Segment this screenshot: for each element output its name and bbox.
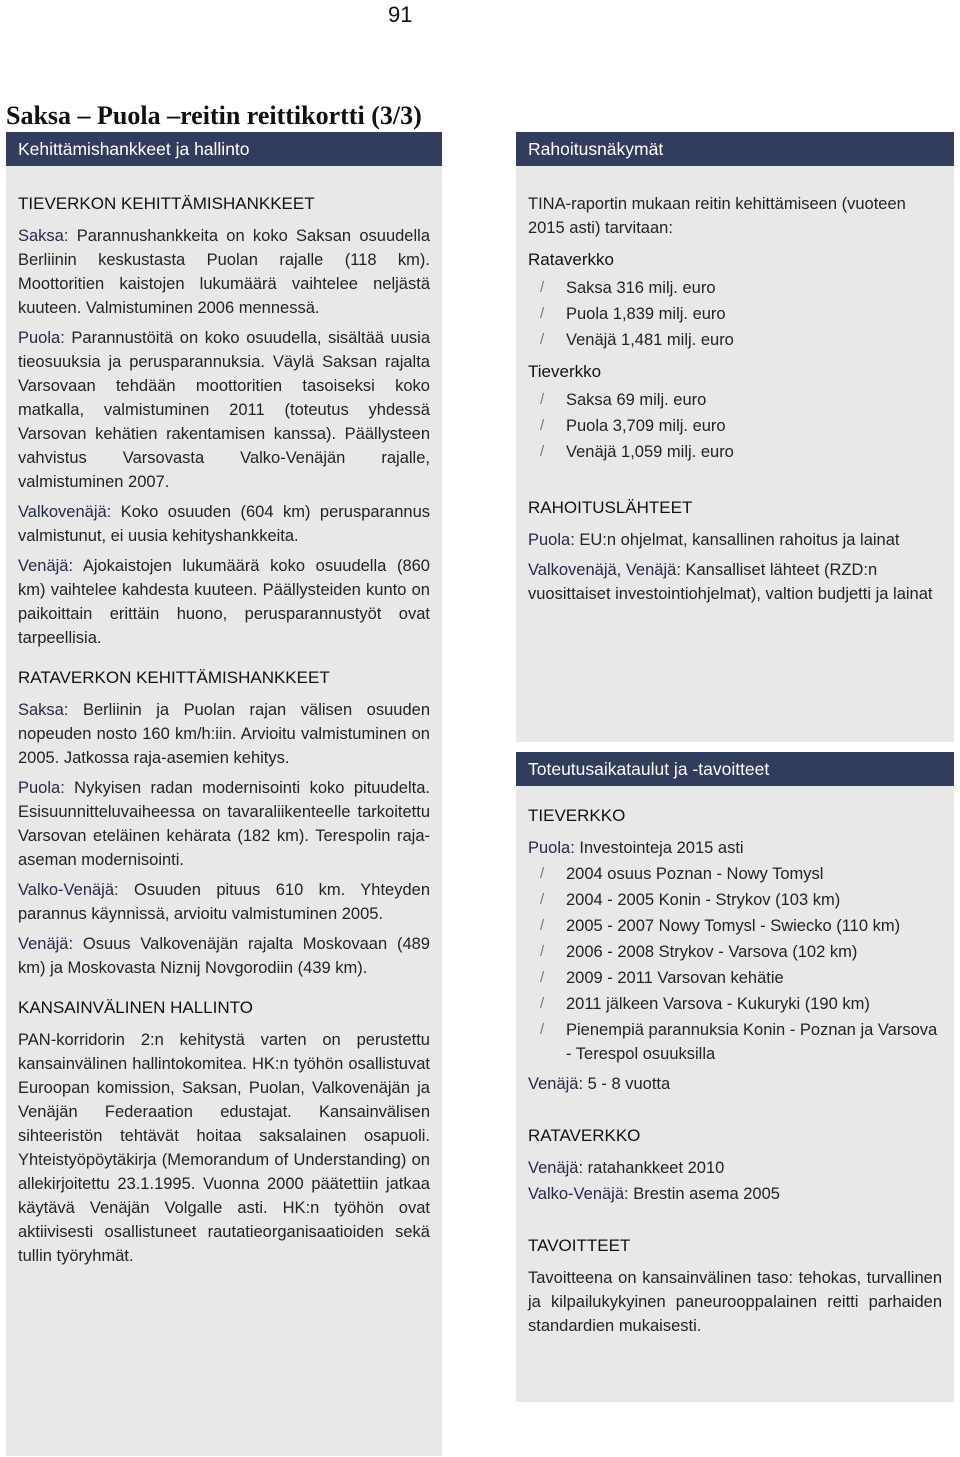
bullet-slash-icon: / [540,305,545,322]
bullet-slash-icon: / [540,943,545,960]
schedule-rail-belarus [528,1182,942,1206]
bullet-slash-icon: / [540,917,545,934]
schedule-rail-belarus-label: Valko-Venäjä: [528,1185,629,1203]
rail-belarus-label: Valko-Venäjä: [18,881,119,899]
schedule-item-text: 2006 - 2008 Strykov - Varsova (102 km) [566,943,858,961]
road-belarus-text: Koko osuuden (604 km) perusparannus valmistunut, ei uusia kehityshankkeita. [18,503,430,545]
road-russia-label: Venäjä: [18,557,74,575]
schedule-poland-label: Puola [528,839,571,857]
financing-panel-body [516,166,954,606]
financing-road-list [528,388,942,464]
list-item [528,992,942,1016]
rail-belarus-text: Osuuden pituus 610 km. Yhteyden parannus käynnissä, arvioitu valmistuminen 2005. [18,881,430,923]
bullet-slash-icon: / [540,891,545,908]
schedule-item-text: 2004 osuus Poznan - Nowy Tomysl [566,865,824,883]
list-item [528,940,942,964]
development-panel-header: Kehittämishankkeet ja hallinto [6,132,442,166]
financing-rail-title: Rataverkko [528,250,614,269]
schedule-russia-text: : 5 - 8 vuotta [578,1075,671,1093]
source-poland-paragraph [528,528,942,552]
source-poland-label: Puola [528,531,571,549]
schedule-item-text: 2011 jälkeen Varsova - Kukuryki (190 km) [566,995,870,1013]
road-belarus-paragraph [18,500,430,548]
financing-road-title: Tieverkko [528,362,602,381]
source-belarus-russia-label: Valkovenäjä, Venäjä [528,561,677,579]
rail-germany-paragraph [18,698,430,770]
schedule-list [528,862,942,1066]
bullet-slash-icon: / [540,391,545,408]
page-title: Saksa – Puola –reitin reittikortti (3/3) [6,101,422,130]
list-item [528,276,942,300]
schedule-panel-body [516,786,954,1338]
list-item [528,862,942,886]
road-item-text: Saksa 69 milj. euro [566,391,707,409]
international-management-paragraph [18,1028,430,1268]
road-poland-paragraph [18,326,430,494]
road-germany-text: Parannushankkeita on koko Saksan osuudella Berliinin keskustasta Puolan rajalle (118 km). Moottoritien kaistojen lukumäärä vaihtelee neljästä kuuteen. Valmistuminen 2006 mennessä. [18,227,430,317]
rail-russia-label: Venäjä: [18,935,74,953]
schedule-rail-russia-text: ratahankkeet 2010 [583,1159,725,1177]
list-item [528,440,942,464]
rail-germany-label: Saksa: [18,701,69,719]
page-number: 91 [388,2,413,27]
financing-panel-header: Rahoitusnäkymät [516,132,954,166]
rail-poland-label: Puola: [18,779,65,797]
bullet-slash-icon: / [540,865,545,882]
rail-projects-title: RATAVERKON KEHITTÄMISHANKKEET [18,668,330,687]
rail-item-text: Venäjä 1,481 milj. euro [566,331,734,349]
schedule-item-text: 2004 - 2005 Konin - Strykov (103 km) [566,891,841,909]
rail-russia-text: Osuus Valkovenäjän rajalta Moskovaan (489 km) ja Moskovasta Niznij Novgorodiin (439 km). [18,935,430,977]
rail-belarus-paragraph [18,878,430,926]
goals-text: Tavoitteena on kansainvälinen taso: tehokas, turvallinen ja kilpailukykyinen paneurooppalainen reitti parhaiden standardien mukaisesti. [528,1269,942,1335]
schedule-russia-paragraph [528,1072,942,1096]
schedule-item-text: 2005 - 2007 Nowy Tomysl - Swiecko (110 km) [566,917,901,935]
list-item [528,966,942,990]
rail-item-text: Puola 1,839 milj. euro [566,305,726,323]
road-item-text: Venäjä 1,059 milj. euro [566,443,734,461]
schedule-road-title: TIEVERKKO [528,806,626,825]
list-item [528,1018,942,1066]
rail-item-text: Saksa 316 milj. euro [566,279,716,297]
financing-intro: TINA-raportin mukaan reitin kehittämiseen (vuoteen 2015 asti) tarvitaan: [528,195,906,237]
financing-rail-list [528,276,942,352]
bullet-slash-icon: / [540,969,545,986]
international-management-title: KANSAINVÄLINEN HALLINTO [18,998,253,1017]
development-panel [6,132,442,1456]
source-poland-text: : EU:n ohjelmat, kansallinen rahoitus ja lainat [570,531,900,549]
bullet-slash-icon: / [540,417,545,434]
schedule-rail-belarus-text: Brestin asema 2005 [628,1185,780,1203]
road-germany-paragraph [18,224,430,320]
rail-germany-text: Berliinin ja Puolan rajan välisen osuuden nopeuden nosto 160 km/h:iin. Arvioitu valmistuminen on 2005. Jatkossa raja-asemien kehitys. [18,701,430,767]
bullet-slash-icon: / [540,995,545,1012]
list-item [528,302,942,326]
road-item-text: Puola 3,709 milj. euro [566,417,726,435]
list-item [528,414,942,438]
schedule-rail-russia-label: Venäjä: [528,1159,584,1177]
schedule-poland-text: : Investointeja 2015 asti [570,839,744,857]
international-management-text: PAN-korridorin 2:n kehitystä varten on perustettu kansainvälinen hallintokomitea. HK:n työhön osallistuvat Euroopan komission, Saksan, Puolan, Valkovenäjän ja Venäjän Federaation edustajat. Kansainvälisen sihteeristön tehtävät hoitaa saksalainen osapuoli. Yhteistyöpöytäkirja (Memorandum of Understanding) on allekirjoitettu 23.1.1995. Vuonna 2000 päätettiin jatkaa käytävä Venäjän Volgalle asti. HK:n työhön ovat aktiivisesti osallistuneet rautatieorganisaatioiden sekä tullin työryhmät. [18,1031,430,1265]
source-belarus-russia-text: : Kansalliset lähteet (RZD:n vuosittaiset investointiohjelmat), valtion budjetti ja lainat [528,561,933,603]
financing-sources-title: RAHOITUSLÄHTEET [528,498,693,517]
bullet-slash-icon: / [540,443,545,460]
bullet-slash-icon: / [540,279,545,296]
road-russia-text: Ajokaistojen lukumäärä koko osuudella (860 km) vaihtelee kahdesta kuuteen. Päällysteiden kunto on paikoittain erittäin huono, perusparannustyöt ovat tarpeellisia. [18,557,430,647]
schedule-rail-title: RATAVERKKO [528,1126,641,1145]
rail-poland-text: Nykyisen radan modernisointi koko pituudelta. Esisuunnitteluvaiheessa on tavaraliikenteelle tarkoitettu Varsovan eteläinen kehärata (182 km). Terespolin raja-aseman modernisointi. [18,779,430,869]
schedule-item-text: 2009 - 2011 Varsovan kehätie [566,969,784,987]
schedule-panel [516,752,954,1402]
road-projects-title: TIEVERKON KEHITTÄMISHANKKEET [18,194,315,213]
bullet-slash-icon: / [540,1021,545,1038]
schedule-russia-label: Venäjä [528,1075,579,1093]
road-belarus-label: Valkovenäjä: [18,503,112,521]
development-panel-body [6,166,442,1268]
road-russia-paragraph [18,554,430,650]
schedule-panel-header: Toteutusaikataulut ja -tavoitteet [516,752,954,786]
rail-poland-paragraph [18,776,430,872]
road-germany-label: Saksa: [18,227,69,245]
list-item [528,328,942,352]
road-poland-label: Puola: [18,329,65,347]
list-item [528,914,942,938]
schedule-poland-paragraph [528,836,942,860]
list-item [528,388,942,412]
bullet-slash-icon: / [540,331,545,348]
source-belarus-russia-paragraph [528,558,942,606]
financing-panel [516,132,954,742]
road-poland-text: Parannustöitä on koko osuudella, sisältää uusia tieosuuksia ja perusparannuksia. Väylä Saksan rajalta Varsovaan tehdään moottoritien tasoiseksi koko matkalla, valmistuminen 2011 (toteutus yhdessä Varsovan kehätien rakentamisen kanssa). Päällysteen vahvistus Varsovasta Valko-Venäjän rajalle, valmistuminen 2007. [18,329,430,491]
goals-title: TAVOITTEET [528,1236,631,1255]
rail-russia-paragraph [18,932,430,980]
schedule-item-text: Pienempiä parannuksia Konin - Poznan ja Varsova - Terespol osuuksilla [566,1021,938,1063]
list-item [528,888,942,912]
schedule-rail-russia [528,1156,942,1180]
